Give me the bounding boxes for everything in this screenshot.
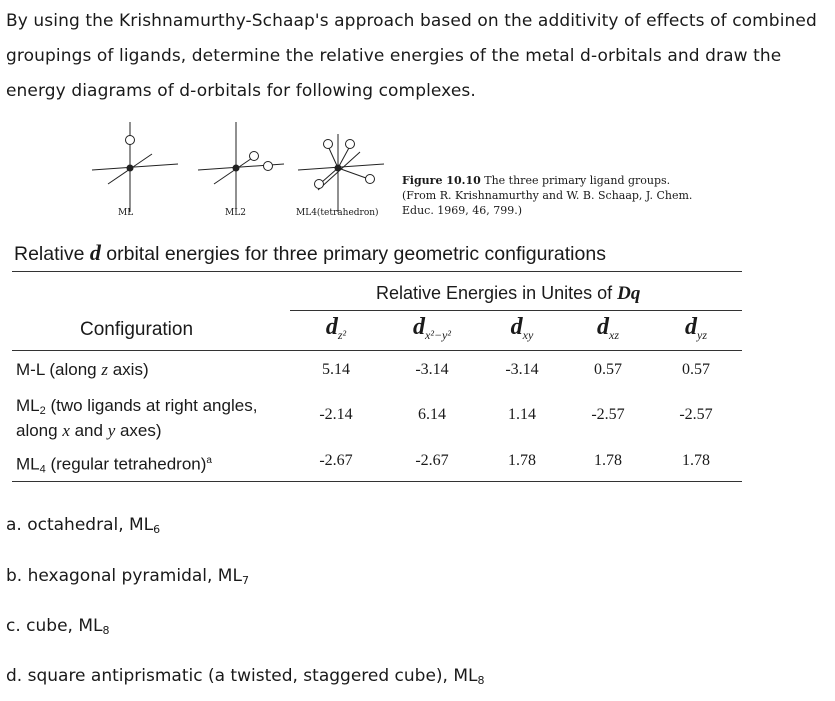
value-ml4-dz2: -2.67 [319, 452, 353, 469]
question-d: d. square antiprismatic (a twisted, staggered cube), $ML_8$ [6, 666, 485, 687]
ml2-diagram [198, 122, 284, 212]
value-ml4-dxz: 1.78 [594, 452, 622, 469]
table-bottom-rule [12, 481, 742, 482]
header-bottom-rule [12, 350, 742, 351]
row-label-ml2: $ML_2$ (two ligands at right angles, along x and y axes) [16, 396, 258, 440]
value-ml4-dxy: 1.78 [508, 452, 536, 469]
orbital-header-dyz: $d_{yz}$ [685, 314, 707, 342]
value-ml4-dx2-y2: -2.67 [415, 452, 449, 469]
orbital-header-dx2-y2: $d_{x^2-y^2}$ [413, 314, 451, 342]
value-ml2-dxz: -2.57 [591, 406, 625, 423]
row-label-ml4: $ML_4$ (regular tetrahedron)$^a$ [16, 454, 212, 476]
value-ml-dyz: 0.57 [682, 361, 710, 378]
question-c: c. cube, $ML_8$ [6, 616, 110, 637]
energy-group-header: Relative Energies in Unites of Dq [376, 283, 641, 304]
value-ml2-dxy: 1.14 [508, 406, 536, 423]
figure-label-ml: ML [118, 208, 134, 218]
orbital-header-dxy: $d_{xy}$ [510, 314, 534, 342]
value-ml2-dyz: -2.57 [679, 406, 713, 423]
figure-caption [402, 173, 702, 218]
question-b: b. hexagonal pyramidal, $ML_7$ [6, 566, 249, 587]
question-a: a. octahedral, $ML_6$ [6, 515, 161, 536]
group-header-rule [290, 310, 742, 311]
value-ml-dxz: 0.57 [594, 361, 622, 378]
figure-number: Figure 10.10 [402, 174, 481, 187]
figure-label-ml2: ML2 [225, 208, 246, 218]
value-ml2-dz2: -2.14 [319, 406, 353, 423]
orbital-header-dz2: $d_{z^2}$ [325, 314, 347, 342]
orbital-header-dxz: $d_{xz}$ [597, 314, 619, 342]
value-ml4-dyz: 1.78 [682, 452, 710, 469]
row-label-ml: M-L (along z axis) [16, 360, 149, 379]
table-top-rule [12, 271, 742, 272]
value-ml2-dx2-y2: 6.14 [418, 406, 446, 423]
problem-statement: By using the Krishnamurthy-Schaap's approach based on the additivity of effects of combined groupings of ligands, determine the relative energies of the metal d-orbitals and draw the energy diagrams of d-orbitals for following complexes. [6, 11, 817, 101]
value-ml-dx2-y2: -3.14 [415, 361, 449, 378]
value-ml-dz2: 5.14 [322, 361, 350, 378]
figure-caption-text: The three primary ligand groups. (From R. Krishnamurthy and W. B. Schaap, J. Chem. Educ. 1969, 46, 799.) [402, 174, 693, 217]
table-title: Relative d orbital energies for three primary geometric configurations [14, 240, 606, 265]
ml-diagram [92, 122, 178, 212]
value-ml-dxy: -3.14 [505, 361, 539, 378]
figure-label-ml4: ML4(tetrahedron) [296, 208, 379, 218]
ml4-diagram [298, 134, 384, 212]
configuration-header: Configuration [80, 319, 194, 340]
